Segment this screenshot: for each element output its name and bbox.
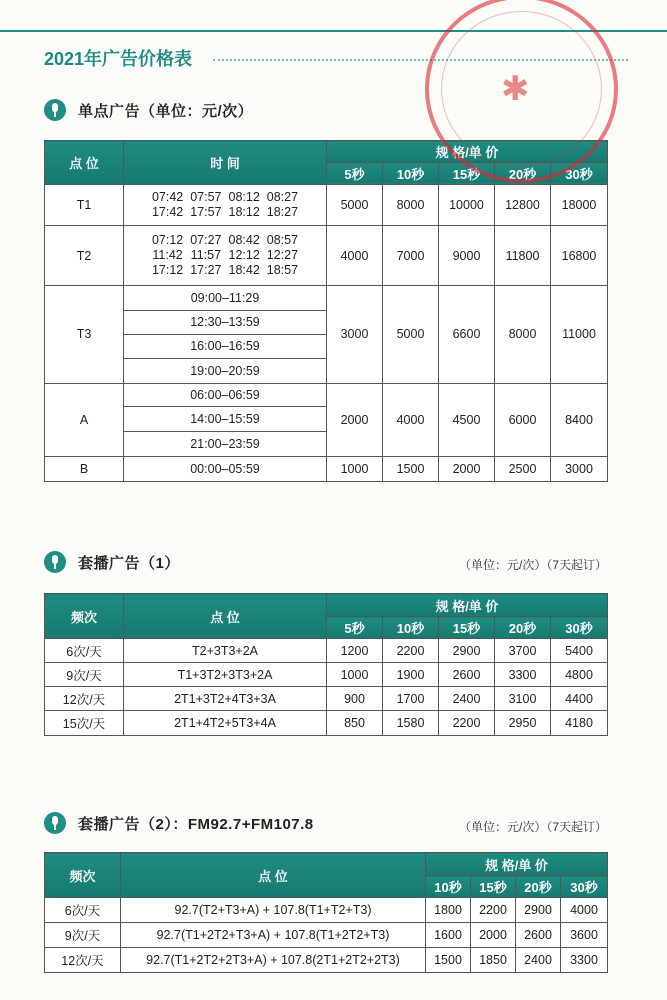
table-row [45, 898, 608, 923]
title-dotted-rule [213, 59, 628, 61]
header-spec: 规 格/单 价 [327, 141, 608, 163]
price-cell: 900 [327, 687, 383, 711]
price-cell: 3700 [495, 639, 551, 663]
price-cell: 5400 [551, 639, 608, 663]
slot-cell: T1 [45, 184, 124, 225]
price-cell: 11000 [551, 286, 608, 383]
header-duration: 15秒 [471, 876, 516, 898]
slot-cell: 2T1+3T2+4T3+3A [124, 687, 327, 711]
slot-cell: 92.7(T1+2T2+2T3+A) + 107.8(2T1+2T2+2T3) [121, 948, 426, 973]
single-price-table [44, 140, 608, 482]
package1-price-table [44, 593, 608, 736]
slot-cell: 2T1+4T2+5T3+4A [124, 711, 327, 736]
price-cell: 1580 [383, 711, 439, 736]
price-cell: 850 [327, 711, 383, 736]
time-cell: 21:00–23:59 [124, 432, 327, 457]
price-cell: 1000 [327, 663, 383, 687]
price-cell: 3300 [495, 663, 551, 687]
slot-cell: A [45, 383, 124, 457]
price-cell: 4000 [561, 898, 608, 923]
price-cell: 3100 [495, 687, 551, 711]
price-cell: 3000 [327, 286, 383, 383]
slot-cell: 92.7(T1+2T2+T3+A) + 107.8(T1+2T2+T3) [121, 923, 426, 948]
frequency-cell: 6次/天 [45, 898, 121, 923]
section-single-title: 单点广告（单位：元/次） [78, 102, 254, 120]
time-cell: 00:00–05:59 [124, 457, 327, 482]
time-cell: 07:42 07:57 08:12 08:27 17:42 17:57 18:12 18:27 [124, 184, 327, 225]
header-duration: 15秒 [439, 617, 495, 639]
header-slot: 点 位 [45, 141, 124, 185]
price-cell: 1700 [383, 687, 439, 711]
header-duration: 10秒 [426, 876, 471, 898]
table-row [45, 457, 608, 482]
price-cell: 1000 [327, 457, 383, 482]
price-cell: 8000 [383, 184, 439, 225]
price-cell: 1200 [327, 639, 383, 663]
star-icon: ✱ [501, 70, 530, 108]
price-cell: 1600 [426, 923, 471, 948]
price-cell: 2400 [439, 687, 495, 711]
table-row [45, 923, 608, 948]
section-pkg1-title: 套播广告（1） [78, 554, 180, 572]
time-cell: 09:00–11:29 [124, 286, 327, 311]
slot-cell: B [45, 457, 124, 482]
header-spec: 规 格/单 价 [327, 594, 608, 617]
frequency-cell: 12次/天 [45, 687, 124, 711]
time-cell: 12:30–13:59 [124, 310, 327, 334]
slot-cell: 92.7(T2+T3+A) + 107.8(T1+T2+T3) [121, 898, 426, 923]
table-row [45, 184, 608, 225]
header-frequency: 频次 [45, 853, 121, 898]
price-cell: 4180 [551, 711, 608, 736]
page-title: 2021年广告价格表 [44, 49, 193, 69]
section-single-heading [44, 99, 253, 121]
frequency-cell: 6次/天 [45, 639, 124, 663]
table-row [45, 286, 608, 311]
price-cell: 5000 [383, 286, 439, 383]
price-cell: 6600 [439, 286, 495, 383]
table-row [45, 663, 608, 687]
price-cell: 1800 [426, 898, 471, 923]
price-cell: 2200 [383, 639, 439, 663]
header-duration: 20秒 [495, 617, 551, 639]
price-cell: 11800 [495, 225, 551, 285]
section-pkg1-heading [44, 551, 180, 573]
section-pkg2-heading [44, 812, 314, 834]
pkg1-unit-note: （单位：元/次）（7天起订） [458, 558, 607, 572]
slot-cell: T3 [45, 286, 124, 383]
table-row [45, 383, 608, 407]
price-cell: 2000 [327, 383, 383, 457]
frequency-cell: 9次/天 [45, 663, 124, 687]
price-cell: 2500 [495, 457, 551, 482]
header-duration: 20秒 [516, 876, 561, 898]
price-cell: 3000 [551, 457, 608, 482]
price-cell: 7000 [383, 225, 439, 285]
price-cell: 2400 [516, 948, 561, 973]
price-cell: 2600 [516, 923, 561, 948]
price-cell: 4800 [551, 663, 608, 687]
price-cell: 4400 [551, 687, 608, 711]
price-cell: 1850 [471, 948, 516, 973]
price-cell: 2000 [471, 923, 516, 948]
price-cell: 1900 [383, 663, 439, 687]
package2-price-table [44, 852, 608, 973]
microphone-icon [44, 99, 66, 121]
price-cell: 1500 [383, 457, 439, 482]
price-cell: 10000 [439, 184, 495, 225]
price-cell: 2950 [495, 711, 551, 736]
price-cell: 2200 [439, 711, 495, 736]
time-cell: 14:00–15:59 [124, 407, 327, 432]
frequency-cell: 15次/天 [45, 711, 124, 736]
price-cell: 5000 [327, 184, 383, 225]
header-time: 时 间 [124, 141, 327, 185]
time-cell: 06:00–06:59 [124, 383, 327, 407]
frequency-cell: 12次/天 [45, 948, 121, 973]
price-cell: 8400 [551, 383, 608, 457]
price-cell: 2000 [439, 457, 495, 482]
time-cell: 07:12 07:27 08:42 08:57 11:42 11:57 12:12 12:27 17:12 17:27 18:42 18:57 [124, 225, 327, 285]
time-cell: 16:00–16:59 [124, 334, 327, 358]
header-duration: 30秒 [561, 876, 608, 898]
header-duration: 5秒 [327, 617, 383, 639]
price-cell: 4000 [383, 383, 439, 457]
price-cell: 2600 [439, 663, 495, 687]
table-row [45, 948, 608, 973]
header-spec: 规 格/单 价 [426, 853, 608, 876]
price-cell: 3600 [561, 923, 608, 948]
top-divider [0, 30, 667, 32]
header-duration: 30秒 [551, 617, 608, 639]
pkg2-unit-note: （单位：元/次）（7天起订） [458, 820, 607, 834]
price-cell: 2200 [471, 898, 516, 923]
time-cell: 19:00–20:59 [124, 358, 327, 383]
price-cell: 18000 [551, 184, 608, 225]
header-duration: 5秒 [327, 162, 383, 184]
header-duration: 10秒 [383, 162, 439, 184]
microphone-icon [44, 551, 66, 573]
header-duration: 30秒 [551, 162, 608, 184]
price-cell: 3300 [561, 948, 608, 973]
price-cell: 2900 [516, 898, 561, 923]
section-pkg2-title: 套播广告（2）：FM92.7+FM107.8 [78, 815, 314, 833]
price-cell: 2900 [439, 639, 495, 663]
slot-cell: T2+3T3+2A [124, 639, 327, 663]
table-row [45, 639, 608, 663]
price-cell: 16800 [551, 225, 608, 285]
price-cell: 4000 [327, 225, 383, 285]
table-row [45, 225, 608, 285]
header-slot: 点 位 [124, 594, 327, 639]
price-cell: 1500 [426, 948, 471, 973]
slot-cell: T2 [45, 225, 124, 285]
header-duration: 10秒 [383, 617, 439, 639]
microphone-icon [44, 812, 66, 834]
slot-cell: T1+3T2+3T3+2A [124, 663, 327, 687]
price-cell: 9000 [439, 225, 495, 285]
header-slot: 点 位 [121, 853, 426, 898]
price-cell: 8000 [495, 286, 551, 383]
header-duration: 20秒 [495, 162, 551, 184]
price-cell: 4500 [439, 383, 495, 457]
price-cell: 12800 [495, 184, 551, 225]
table-row [45, 711, 608, 736]
header-frequency: 频次 [45, 594, 124, 639]
header-duration: 15秒 [439, 162, 495, 184]
frequency-cell: 9次/天 [45, 923, 121, 948]
table-row [45, 687, 608, 711]
price-cell: 6000 [495, 383, 551, 457]
